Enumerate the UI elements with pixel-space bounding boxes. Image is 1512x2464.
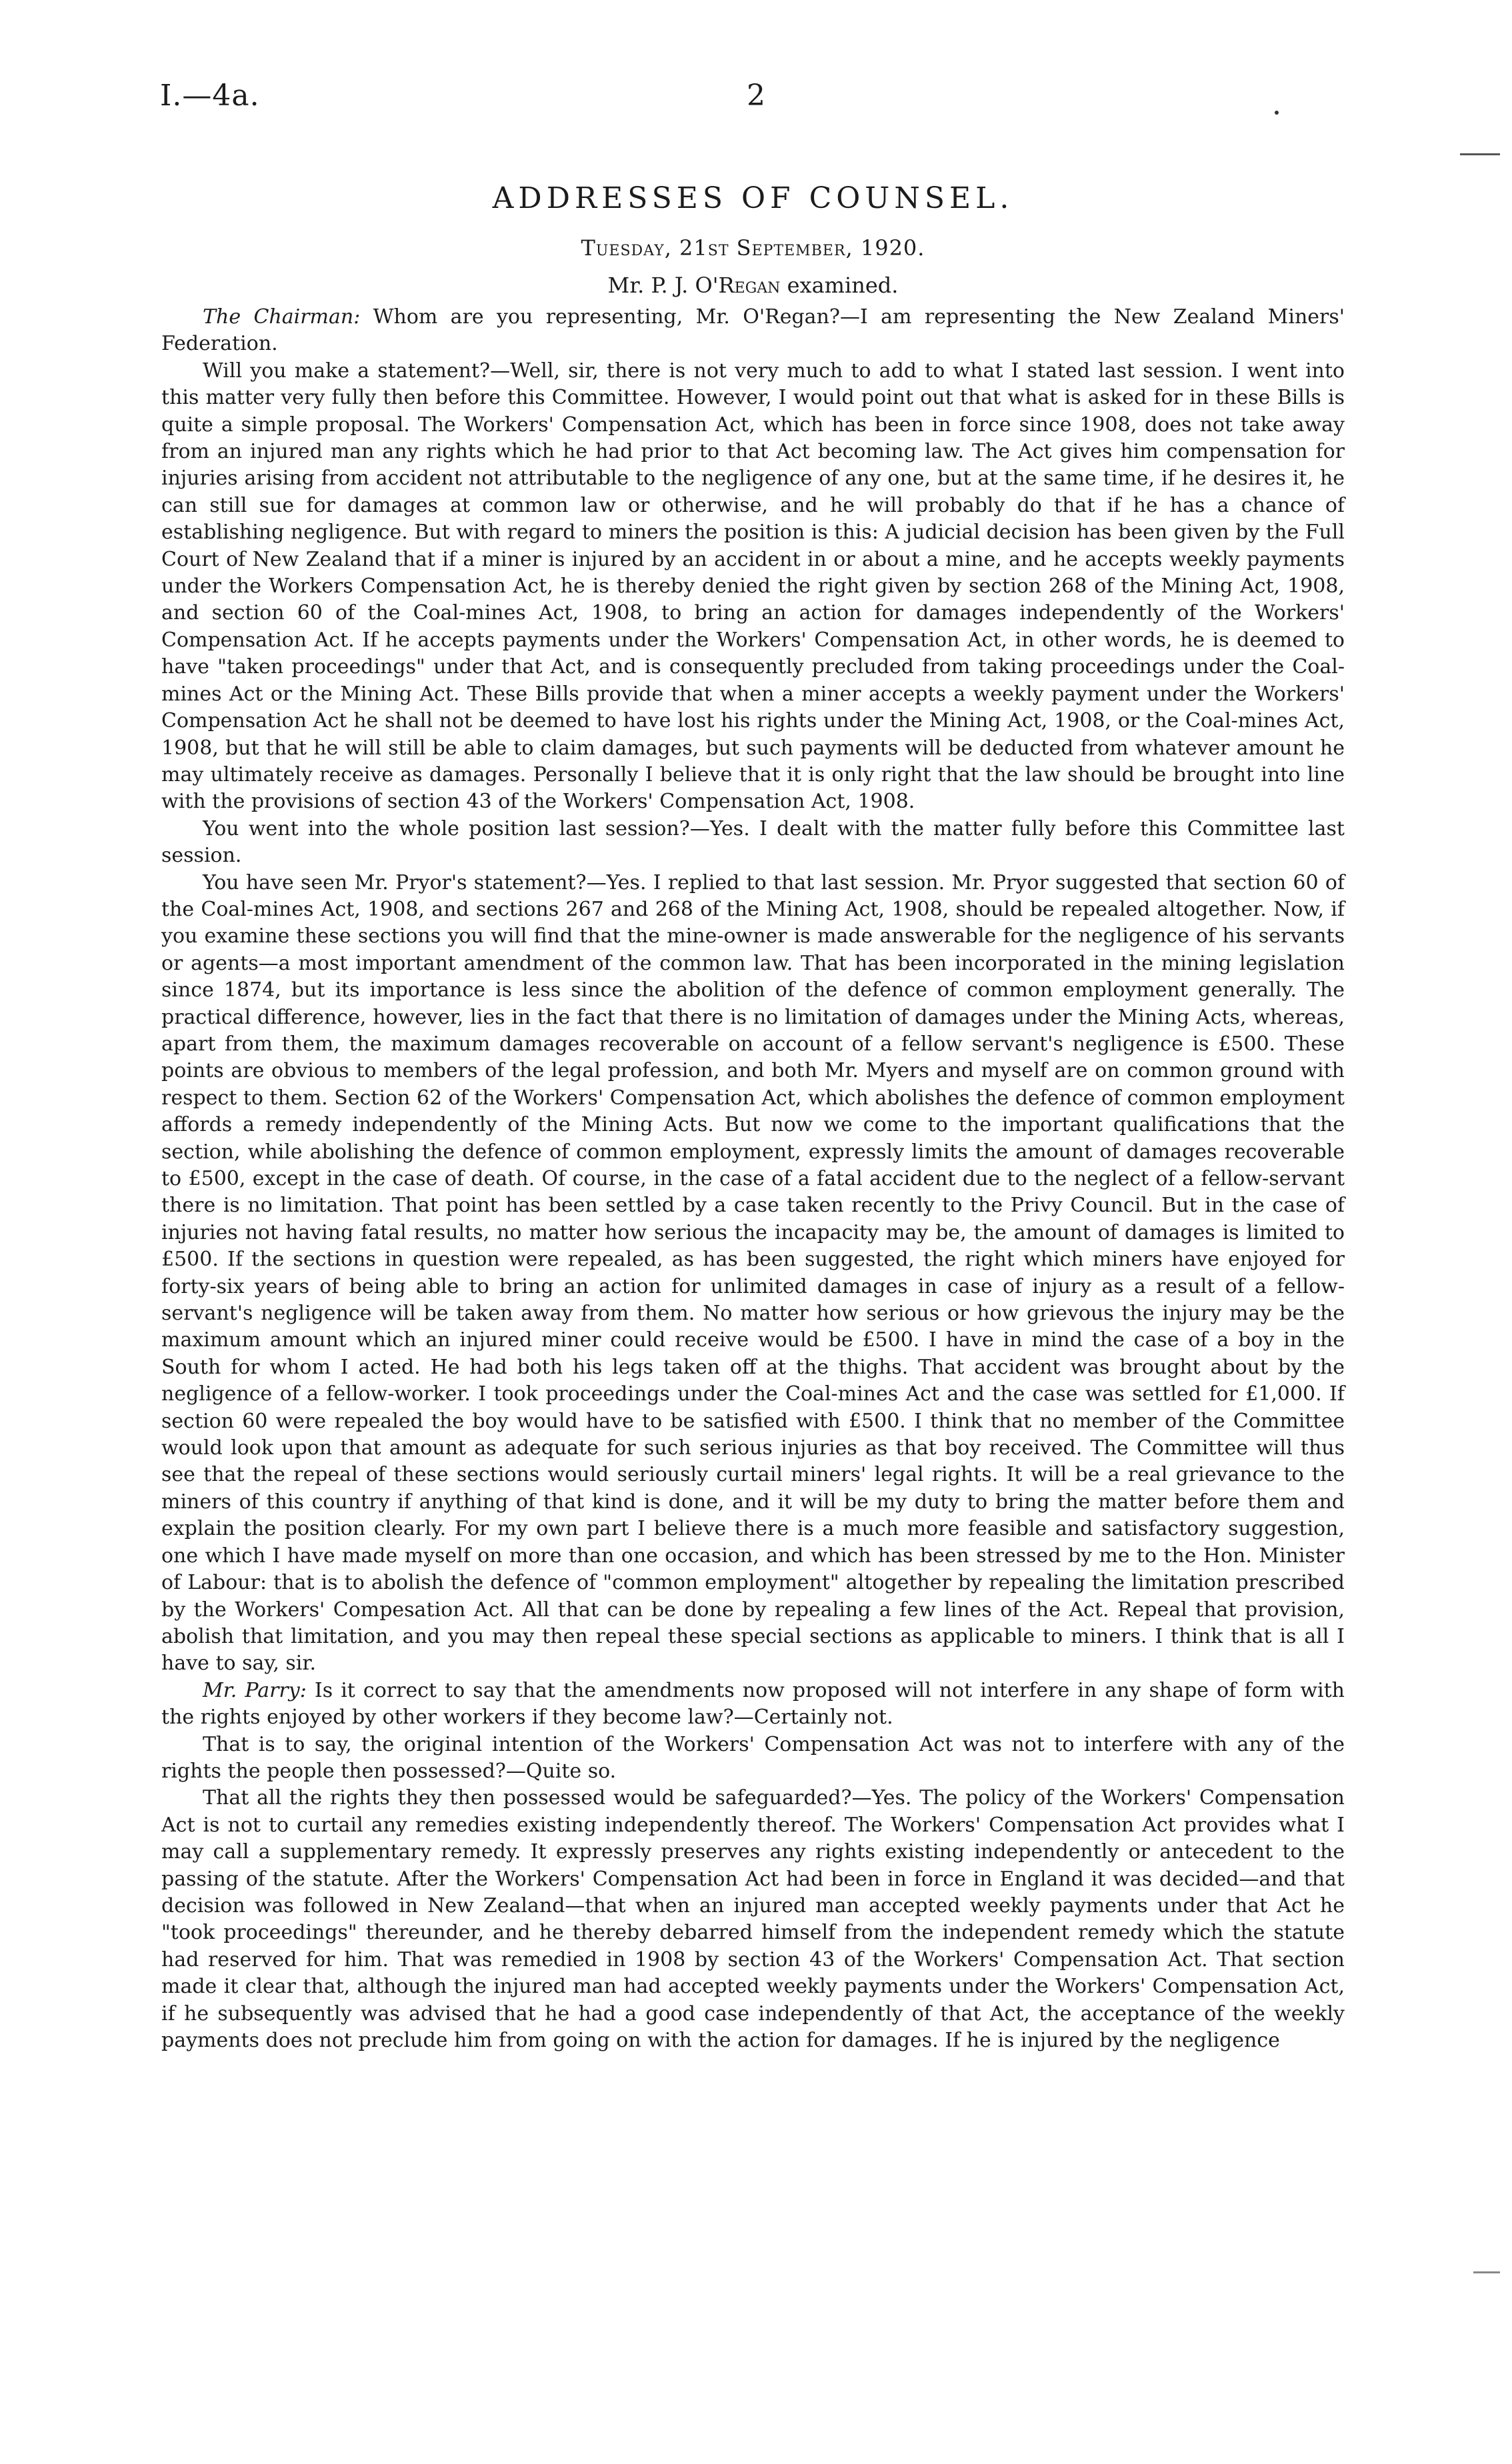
transcript-body xyxy=(161,304,1345,2054)
paragraph-text: That all the rights they then possessed would be safeguarded?—Yes. The policy of the Workers' Compensation Act is not to curtail any remedies existing independently thereof. The Workers' Compensation Act provides what I may call a supplementary remedy. It expressly preserves any rights existing independently or antecedent to the passing of the statute. After the Workers' Compensation Act had been in force in England it was decided—and that decision was followed in New Zealand—that when an injured man accepted weekly payments under that Act he "took proceedings" thereunder, and he thereby debarred himself from the independent remedy which the statute had reserved for him. That was remedied in 1908 by section 43 of the Workers' Compensation Act. That section made it clear that, although the injured man had accepted weekly payments under the Workers' Compensation Act, if he subsequently was advised that he had a good case independently of that Act, the acceptance of the weekly payments does not preclude him from going on with the action for damages. If he is injured by the negligence xyxy=(161,1786,1345,2052)
stray-mark xyxy=(1275,111,1279,115)
paragraph-text: You went into the whole position last session?—Yes. I dealt with the matter fully before this Committee last session. xyxy=(161,816,1345,868)
section-title: ADDRESSES OF COUNSEL. xyxy=(492,181,1014,215)
paragraph-text: You have seen Mr. Pryor's statement?—Yes. I replied to that last session. Mr. Pryor suggested that section 60 of the Coal-mines Act, 1908, and sections 267 and 268 of the Mining Act, 1908, should be repealed altogether. Now, if you examine these sections you will find that the mine-owner is made answerable for the negligence of his servants or agents—a most important amendment of the common law. That has been incorporated in the mining legislation since 1874, but its importance is less since the abolition of the defence of common employment generally. The practical difference, however, lies in the fact that there is no limitation of damages under the Mining Acts, whereas, apart from them, the maximum damages recoverable on account of a fellow servant's negligence is £500. These points are obvious to members of the legal profession, and both Mr. Myers and myself are on common ground with respect to them. Section 62 of the Workers' Compensation Act, which abolishes the defence of common employment affords a remedy independently of the Mining Acts. But now we come to the important qualifications that the section, while abolishing the defence of common employment, expressly limits the amount of damages recoverable to £500, except in the case of death. Of course, in the case of a fatal accident due to the neglect of a fellow-servant there is no limitation. That point has been settled by a case taken recently to the Privy Council. But in the case of injuries not having fatal results, no matter how serious the incapacity may be, the amount of damages is limited to £500. If the sections in question were repealed, as has been suggested, the right which miners have enjoyed for forty-six years of being able to bring an action for unlimited damages in case of injury as a result of a fellow-servant's negligence will be taken away from them. No matter how serious or how grievous the injury may be the maximum amount which an injured miner could receive would be £500. I have in mind the case of a boy in the South for whom I acted. He had both his legs taken off at the thighs. That accident was brought about by the negligence of a fellow-worker. I took proceedings under the Coal-mines Act and the case was settled for £1,000. If section 60 were repealed the boy would have to be satisfied with £500. I think that no member of the Committee would look upon that amount as adequate for such serious injuries as that boy received. The Committee will thus see that the repeal of these sections would seriously curtail miners' legal rights. It will be a real grievance to the miners of this country if anything of that kind is done, and it will be my duty to bring the matter before them and explain the position clearly. For my own part I believe there is a much more feasible and satisfactory suggestion, one which I have made myself on more than one occasion, and which has been stressed by me to the Hon. Minister of Labour: that is to abolish the defence of "common employment" altogether by repealing the limitation prescribed by the Workers' Compesation Act. All that can be done by repealing a few lines of the Act. Repeal that provision, abolish that limitation, and you may then repeal these special sections as applicable to miners. I think that is all I have to say, sir. xyxy=(161,870,1345,1676)
paragraph-text: Whom are you representing, Mr. O'Regan?—I am representing the New Zealand Miners' Federation. xyxy=(161,305,1345,356)
running-header xyxy=(160,79,1353,132)
margin-mark xyxy=(1460,153,1500,155)
paragraph xyxy=(161,816,1345,870)
document-id: I.—4a. xyxy=(160,79,260,113)
paragraph-text: Will you make a statement?—Well, sir, there is not very much to add to what I stated last session. I went into this matter very fully then before this Committee. However, I would point out that what is asked for in these Bills is quite a simple proposal. The Workers' Compensation Act, which has been in force since 1908, does not take away from an injured man any rights which he had prior to that Act becoming law. The Act gives him compensation for injuries arising from accident not attributable to the negligence of any one, but at the same time, if he desires it, he can still sue for damages at common law or otherwise, and he will probably do that if he has a chance of establishing negligence. But with regard to miners the position is this: A judicial decision has been given by the Full Court of New Zealand that if a miner is injured by an accident in or about a mine, and he accepts weekly payments under the Workers Compensation Act, he is thereby denied the right given by section 268 of the Mining Act, 1908, and section 60 of the Coal-mines Act, 1908, to bring an action for damages independently of the Workers' Compensation Act. If he accepts payments under the Workers' Compensation Act, in other words, he is deemed to have "taken proceedings" under that Act, and is consequently precluded from taking proceedings under the Coal-mines Act or the Mining Act. These Bills provide that when a miner accepts a weekly payment under the Workers' Compensation Act he shall not be deemed to have lost his rights under the Mining Act, 1908, or the Coal-mines Act, 1908, but that he will still be able to claim damages, but such payments will be deducted from whatever amount he may ultimately receive as damages. Personally I believe that it is only right that the law should be brought into line with the provisions of section 43 of the Workers' Compensation Act, 1908. xyxy=(161,359,1345,814)
paragraph xyxy=(161,1732,1345,1786)
session-date: Tuesday, 21st September, 1920. xyxy=(581,235,925,261)
witness-prefix: Mr. P. J. xyxy=(607,273,695,298)
margin-mark-lower xyxy=(1473,2271,1500,2273)
paragraph-text: That is to say, the original intention of the Workers' Compensation Act was not to interfere with any of the rights the people then possessed?—Quite so. xyxy=(161,1732,1345,1783)
page-content xyxy=(161,180,1345,2054)
witness-suffix: examined. xyxy=(780,273,899,298)
paragraph xyxy=(161,1785,1345,2054)
paragraph-text: Is it correct to say that the amendments now proposed will not interfere in any shape of form with the rights enjoyed by other workers if they become law?—Certainly not. xyxy=(161,1678,1345,1730)
paragraph xyxy=(161,304,1345,358)
witness-line xyxy=(161,272,1345,299)
page-number: 2 xyxy=(747,79,765,113)
paragraph xyxy=(161,1678,1345,1732)
witness-name: O'Regan xyxy=(695,273,781,298)
paragraph xyxy=(161,358,1345,816)
paragraph xyxy=(161,870,1345,1678)
speaker-label: The Chairman: xyxy=(203,305,361,329)
speaker-label: Mr. Parry: xyxy=(203,1678,307,1702)
